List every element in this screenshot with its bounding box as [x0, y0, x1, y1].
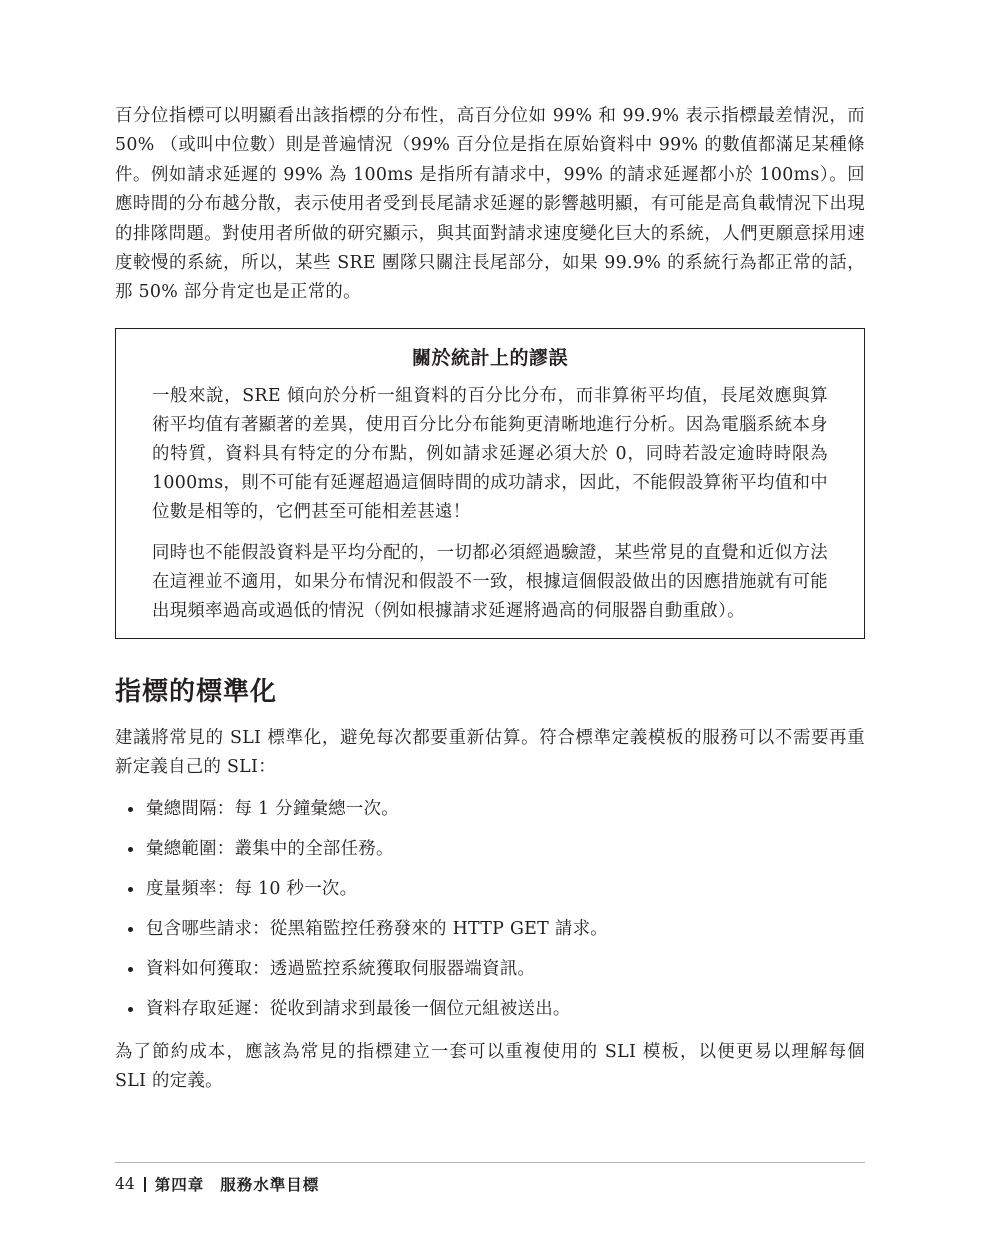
bullet-icon: [128, 927, 133, 932]
intro-paragraph: 百分位指標可以明顯看出該指標的分布性，高百分位如 99% 和 99.9% 表示指標最差情況，而 50% （或叫中位數）則是普遍情況（99% 百分位是指在原始資料中 99% 的數值都滿足某種條件。例如請求延遲的 99% 為 100ms 是指所有請求中，99% 的請求延遲都小於 100ms）。回應時間的分布越分散，表示使用者受到長尾請求延遲的影響越明顯，有可能是高負載情況下出現的排隊問題。對使用者所做的研究顯示，與其面對請求速度變化巨大的系統，人們更願意採用速度較慢的系統，所以，某些 SRE 團隊只關注長尾部分，如果 99.9% 的系統行為都正常的話，那 50% 部分肯定也是正常的。: [115, 106, 865, 303]
list-item: [115, 955, 865, 995]
list-item: [115, 915, 865, 955]
section-intro-paragraph: 建議將常見的 SLI 標準化，避免每次都要重新估算。符合標準定義模板的服務可以不需要再重新定義自己的 SLI：: [115, 727, 865, 778]
sidebar-paragraph-2: 同時也不能假設資料是平均分配的，一切都必須經過驗證，某些常見的直覺和近似方法在這裡並不適用，如果分布情況和假設不一致，根據這個假設做出的因應措施就有可能出現頻率過高或過低的情況（例如根據請求延遲將過高的伺服器自動重啟）。: [152, 542, 828, 621]
list-item-text: 包含哪些請求：從黑箱監控任務發來的 HTTP GET 請求。: [146, 918, 608, 939]
bullet-icon: [128, 967, 133, 972]
page-content: [115, 102, 865, 1096]
closing-paragraph: 為了節約成本，應該為常見的指標建立一套可以重複使用的 SLI 模板，以便更易以理解每個 SLI 的定義。: [115, 1041, 865, 1092]
list-item-text: 資料如何獲取：透過監控系統獲取伺服器端資訊。: [146, 958, 536, 979]
page-number: 44: [115, 1175, 135, 1193]
list-item-text: 彙總範圍：叢集中的全部任務。: [146, 838, 394, 859]
list-item: [115, 835, 865, 875]
chapter-title: 服務水準目標: [220, 1176, 320, 1194]
list-item: [115, 995, 865, 1035]
statistics-fallacy-sidebar: [115, 328, 865, 639]
chapter-label: 第四章: [154, 1176, 205, 1194]
bullet-icon: [128, 807, 133, 812]
bullet-icon: [128, 887, 133, 892]
section-heading: 指標的標準化: [115, 676, 278, 707]
sli-standard-list: [115, 795, 865, 1035]
list-item: [115, 875, 865, 915]
footer-divider: [144, 1177, 146, 1192]
list-item-text: 彙總間隔：每 1 分鐘彙總一次。: [146, 798, 399, 819]
page-footer: [115, 1162, 865, 1195]
list-item-text: 資料存取延遲：從收到請求到最後一個位元組被送出。: [146, 998, 571, 1019]
list-item-text: 度量頻率：每 10 秒一次。: [146, 878, 358, 899]
bullet-icon: [128, 847, 133, 852]
bullet-icon: [128, 1007, 133, 1012]
list-item: [115, 795, 865, 835]
sidebar-title: 關於統計上的謬誤: [411, 346, 568, 369]
sidebar-paragraph-1: 一般來說，SRE 傾向於分析一組資料的百分比分布，而非算術平均值，長尾效應與算術平均值有著顯著的差異，使用百分比分布能夠更清晰地進行分析。因為電腦系統本身的特質，資料具有特定的分布點，例如請求延遲必須大於 0，同時若設定逾時時限為 1000ms，則不可能有延遲超過這個時間的成功請求，因此，不能假設算術平均值和中位數是相等的，它們甚至可能相差甚遠！: [152, 385, 828, 522]
